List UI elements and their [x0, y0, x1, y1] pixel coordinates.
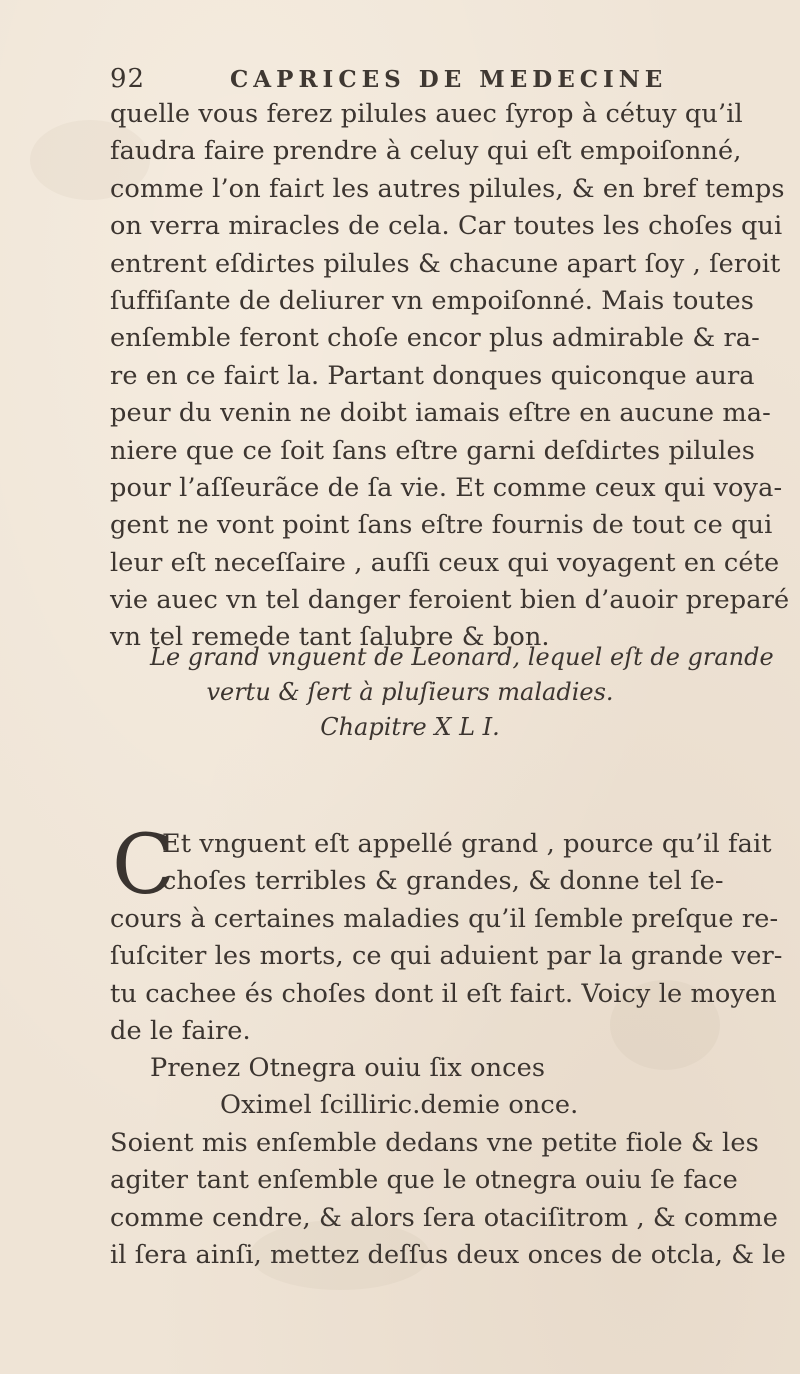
text-line: re en ce faiɾt la. Partant donques quiconque aura [110, 360, 755, 391]
text-line: quelle vous ferez pilules auec ſyrop à cétuy qu’il [110, 99, 743, 129]
text-line: gent ne vont point ſans eſtre fournis de tout ce qui [110, 510, 773, 541]
text-line: ſuffiſante de deliurer vn empoiſonné. Mais toutes [110, 285, 754, 316]
text-line: ſuſciter les morts, ce qui aduient par la grande ver- [110, 941, 783, 972]
text-line: leur eſt neceſſaire , auſſi ceux qui voyagent en céte [110, 547, 780, 578]
text-line: niere que ce ſoit ſans eſtre garni deſdiɾtes pilules [110, 435, 755, 466]
text-line: vn tel remede tant ſalubre & bon. [110, 622, 550, 653]
text-line: il ſera ainſi, mettez deſſus deux onces de otcla, & le [110, 1239, 786, 1270]
running-title: CAPRICES DE MEDECINE [230, 66, 668, 93]
text-line: cours à certaines maladies qu’il ſemble preſque re- [110, 903, 779, 934]
chapter-number: Chapitre X L I. [320, 713, 500, 741]
chapter-title-line: Le grand vnguent de Leonard, lequel eſt de grande [150, 643, 774, 671]
page-header [110, 58, 690, 98]
text-line: agiter tant enſemble que le otnegra ouiu ſe face [110, 1165, 738, 1196]
text-line: choſes terribles & grandes, & donne tel ſe- [162, 866, 724, 897]
text-line: comme cendre, & alors ſera otaciſitrom , & comme [110, 1202, 778, 1233]
recipe-block [110, 1050, 786, 1274]
text-line: Soient mis enſemble dedans vne petite fiole & les [110, 1127, 759, 1158]
text-line: de le faire. [110, 1015, 251, 1046]
text-line: entrent eſdiɾtes pilules & chacune apart ſoy , ſeroit [110, 248, 781, 279]
text-line: peur du venin ne doibt iamais eſtre en aucune ma- [110, 398, 771, 429]
text-line: pour l’aſſeurãce de ſa vie. Et comme ceux qui voya- [110, 472, 783, 503]
chapter-heading [150, 640, 774, 745]
drop-cap: C [112, 818, 175, 913]
recipe-ingredient: Oximel ſcilliric.demie once. [220, 1090, 579, 1121]
text-line: on verra miracles de cela. Car toutes les choſes qui [110, 211, 783, 242]
recipe-ingredient: Prenez Otnegra ouiu ſix onces [150, 1053, 546, 1083]
page-number: 92 [110, 64, 146, 94]
chapter-paragraph [110, 818, 783, 1050]
text-line: comme l’on faiɾt les autres pilules, & en bref temps [110, 173, 785, 204]
text-line: faudra faire prendre à celuy qui eſt empoiſonné, [110, 136, 742, 167]
chapter-title-line: vertu & ſert à pluſieurs maladies. [206, 678, 614, 706]
text-line: tu cachee és choſes dont il eſt faiɾt. Voicy le moyen [110, 978, 777, 1009]
text-line: Et vnguent eſt appellé grand , pource qu’il fait [162, 829, 772, 859]
text-line: vie auec vn tel danger feroient bien d’auoir preparé [110, 585, 790, 616]
text-line: enſemble feront choſe encor plus admirable & ra- [110, 323, 760, 354]
